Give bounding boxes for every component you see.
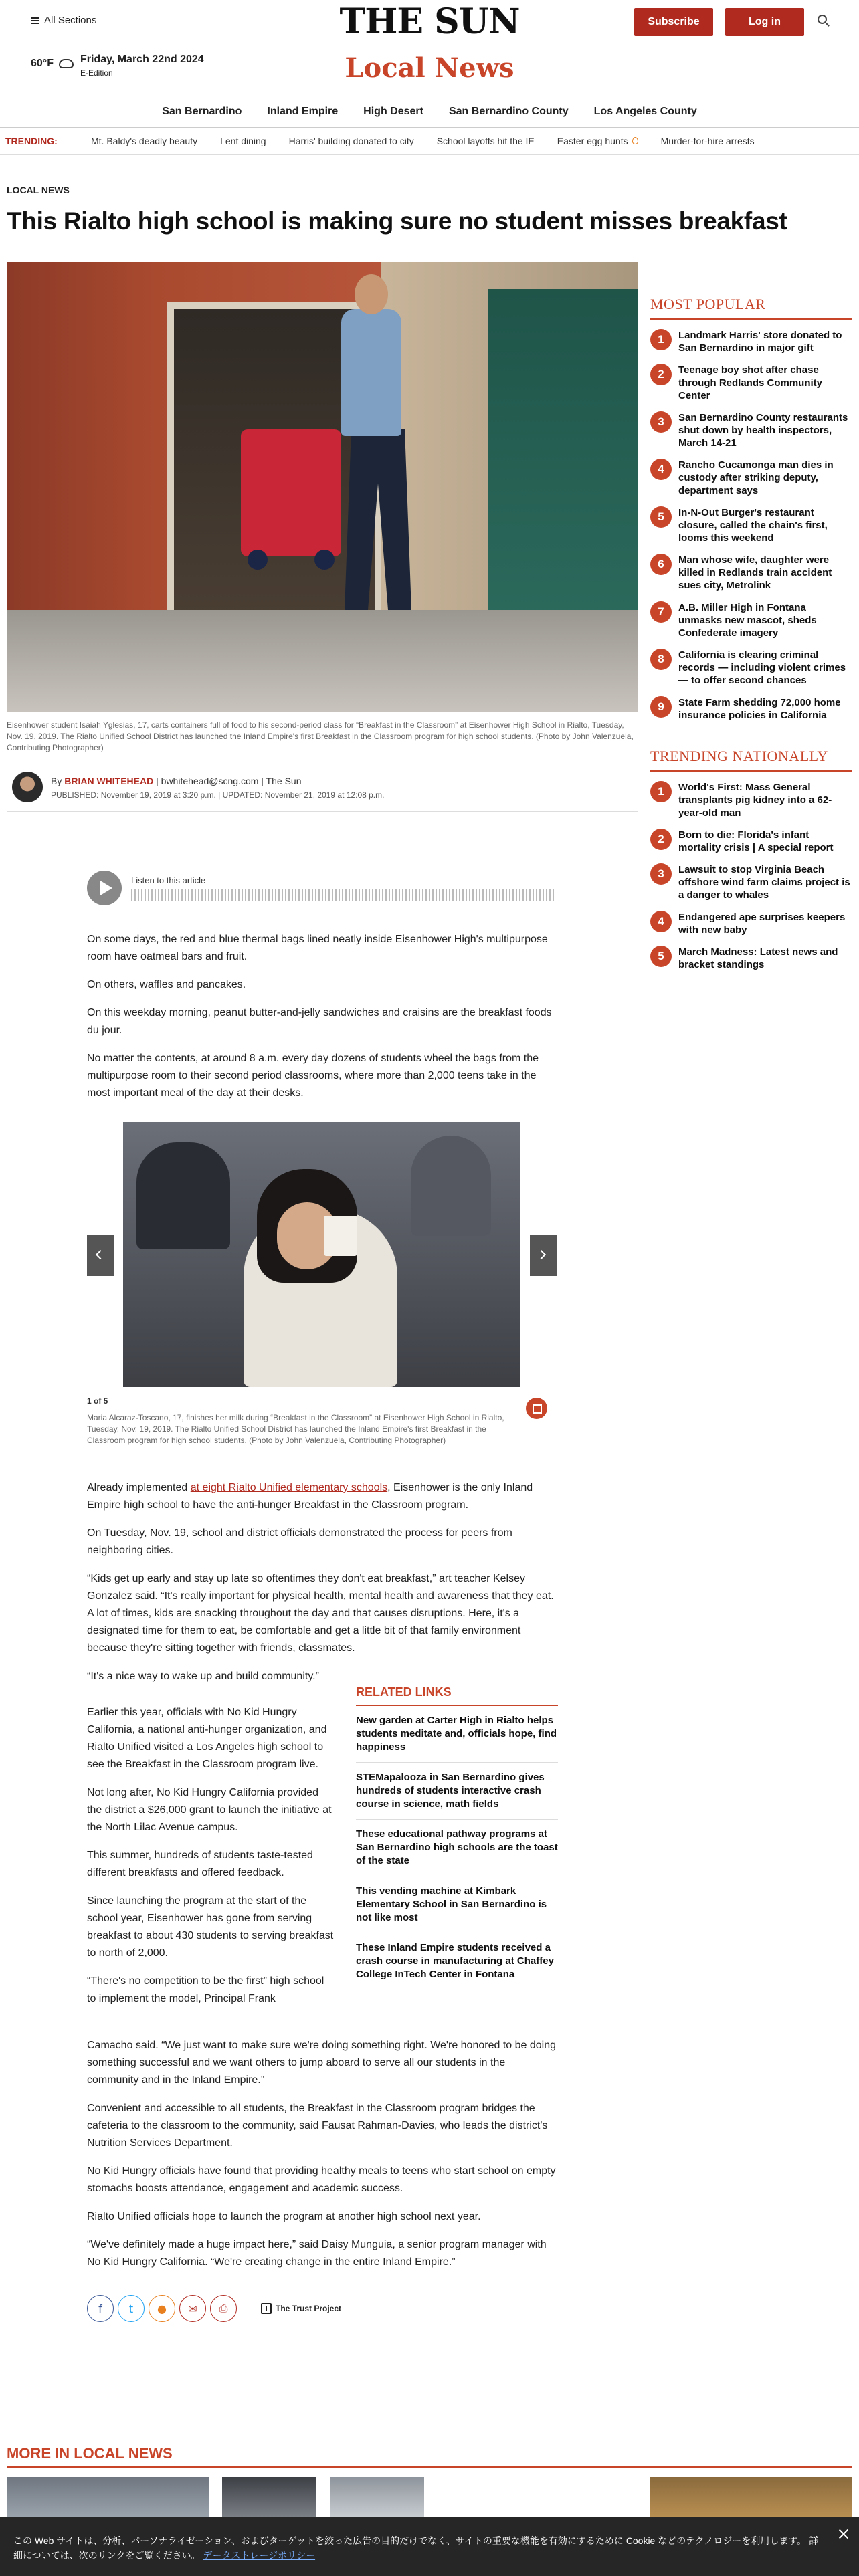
- trending-national-title: Endangered ape surprises keepers with new baby: [678, 911, 846, 936]
- e-edition-link[interactable]: E-Edition: [80, 68, 113, 78]
- article-paragraph: On some days, the red and blue thermal bags lined neatly inside Eisenhower High's multipurpose room have oatmeal bars and fruit.: [87, 934, 548, 962]
- popular-item-title: San Bernardino County restaurants shut down by health inspectors, March 14-21: [678, 412, 848, 449]
- byline-prefix: By: [51, 776, 62, 786]
- related-links: [356, 1685, 558, 1998]
- all-sections-label: All Sections: [44, 15, 97, 26]
- related-link[interactable]: These Inland Empire students received a crash course in manufacturing at Chaffey College InTech Center in Fontana: [356, 1942, 554, 1980]
- trending-national-item[interactable]: [650, 781, 852, 819]
- trending-link[interactable]: Mt. Baldy's deadly beauty: [91, 135, 198, 146]
- related-link[interactable]: New garden at Carter High in Rialto helps students meditate and, officials hope, find happiness: [356, 1714, 558, 1763]
- popular-item[interactable]: [650, 554, 852, 592]
- trending-items: [91, 136, 755, 146]
- popular-item[interactable]: [650, 601, 852, 639]
- more-story-thumbnail[interactable]: [7, 2477, 209, 2517]
- nav-san-bernardino-county[interactable]: San Bernardino County: [448, 106, 569, 117]
- article-paragraph: On this weekday morning, peanut butter-and-jelly sandwiches and craisins are the breakfast foods du jour.: [87, 1007, 552, 1036]
- hero-person-head: [355, 274, 388, 314]
- play-icon[interactable]: [87, 871, 122, 905]
- listen-label: Listen to this article: [131, 875, 206, 885]
- close-icon[interactable]: [838, 2528, 850, 2540]
- nav-high-desert[interactable]: High Desert: [363, 106, 423, 117]
- slide-caption: Maria Alcaraz-Toscano, 17, finishes her milk during “Breakfast in the Classroom” at Eisenhower High School in Rialto, Tuesday, Nov. 19, 2019. The Rialto Unified School District has launched the Inland Empire's first Breakfast in the Classroom program for high school students. (Photo by John Valenzuela, Contributing Photographer): [87, 1413, 504, 1445]
- popular-item-title: Teenage boy shot after chase through Redlands Community Center: [678, 364, 822, 401]
- article-body-mid: [87, 1479, 557, 1696]
- rank-badge: 2: [650, 364, 672, 385]
- trending-nationally: [650, 748, 852, 980]
- rank-badge: 4: [650, 911, 672, 932]
- data-storage-policy-link[interactable]: データストレージポリシー: [203, 2550, 316, 2561]
- audio-player: [87, 869, 555, 907]
- trending-national-item[interactable]: [650, 829, 852, 854]
- cookie-message: この Web サイトは、分析、パーソナライゼーション、およびターゲットを絞った広告の目的だけでなく、サイトの重要な機能を有効にするために Cookie などのテクノロジーを利用します。 詳細については、次のリンクをご覧ください。: [13, 2535, 819, 2561]
- trending-link[interactable]: Murder-for-hire arrests: [660, 135, 755, 146]
- expand-gallery-icon[interactable]: [526, 1398, 547, 1419]
- inline-article-link[interactable]: at eight Rialto Unified elementary schools: [190, 1482, 388, 1493]
- nav-inland-empire[interactable]: Inland Empire: [267, 106, 339, 117]
- trending-link[interactable]: Harris' building donated to city: [288, 135, 414, 146]
- fire-icon: [632, 137, 638, 144]
- slide-bg-person: [411, 1136, 491, 1236]
- rank-badge: 2: [650, 829, 672, 850]
- trending-national-title: World's First: Mass General transplants pig kidney into a 62-year-old man: [678, 782, 832, 819]
- trending-link-label: Easter egg hunts: [557, 135, 628, 146]
- article-paragraph: Earlier this year, officials with No Kid Hungry California, a national anti-hunger organization, and Rialto Unified visited a Los Angeles high school to see the Breakfast in the Classroom program live.: [87, 1707, 327, 1770]
- slide-cup: [324, 1216, 357, 1256]
- audio-waveform[interactable]: [131, 889, 555, 901]
- article-body-top: [87, 931, 557, 1113]
- popular-item[interactable]: [650, 506, 852, 544]
- trust-project-badge[interactable]: [261, 2303, 341, 2314]
- search-icon[interactable]: [818, 15, 827, 24]
- more-divider: [7, 2466, 852, 2468]
- popular-item[interactable]: [650, 411, 852, 449]
- current-date: Friday, March 22nd 2024: [80, 53, 204, 65]
- chevron-right-icon: [537, 1250, 546, 1259]
- most-popular-title: MOST POPULAR: [650, 296, 852, 320]
- popular-item-title: A.B. Miller High in Fontana unmasks new mascot, sheds Confederate imagery: [678, 602, 817, 639]
- print-button[interactable]: [210, 2295, 237, 2322]
- trending-national-title: Born to die: Florida's infant mortality crisis | A special report: [678, 829, 834, 853]
- trending-national-title: Lawsuit to stop Virginia Beach offshore wind farm claims project is a danger to whales: [678, 864, 850, 901]
- hero-person-torso: [341, 309, 401, 436]
- rank-badge: 5: [650, 506, 672, 528]
- article-paragraph: Not long after, No Kid Hungry California provided the district a $26,000 grant to launch the initiative at the North Lilac Avenue campus.: [87, 1787, 332, 1833]
- slide-next-button[interactable]: [530, 1235, 557, 1276]
- cookie-banner: [0, 2517, 859, 2576]
- byline-box: [7, 768, 638, 812]
- author-avatar[interactable]: [12, 772, 43, 802]
- trust-project-label: The Trust Project: [276, 2304, 342, 2313]
- hero-cart: [241, 429, 341, 556]
- trending-national-item[interactable]: [650, 863, 852, 901]
- temperature: 60°F: [31, 58, 54, 69]
- reddit-icon: ●: [157, 2302, 167, 2315]
- rank-badge: 6: [650, 554, 672, 575]
- reddit-share-button[interactable]: [149, 2295, 175, 2322]
- rank-badge: 9: [650, 696, 672, 718]
- byline: [51, 776, 301, 786]
- related-link[interactable]: STEMapalooza in San Bernardino gives hundreds of students interactive crash course in science, math fields: [356, 1771, 558, 1820]
- section-title[interactable]: Local News: [345, 52, 514, 84]
- facebook-share-button[interactable]: [87, 2295, 114, 2322]
- top-bar: [0, 0, 859, 44]
- trending-national-title: March Madness: Latest news and bracket standings: [678, 946, 838, 970]
- related-link[interactable]: These educational pathway programs at San Bernardino high schools are the toast of the state: [356, 1828, 558, 1876]
- popular-item[interactable]: [650, 329, 852, 354]
- more-story-thumbnail[interactable]: [330, 2477, 424, 2517]
- rank-badge: 5: [650, 946, 672, 967]
- trending-national-item[interactable]: [650, 946, 852, 971]
- article-paragraph-with-link: [87, 1479, 557, 1514]
- popular-item-title: Rancho Cucamonga man dies in custody after striking deputy, department says: [678, 459, 834, 496]
- hero-caption: Eisenhower student Isaiah Yglesias, 17, carts containers full of food to his second-period class for “Breakfast in the Classroom” at Eisenhower High School in Rialto, Tuesday, Nov. 19, 2019. The Rialto Unified School District has launched the Inland Empire's first Breakfast in the Classroom program for high school students. (Photo by John Valenzuela, Contributing Photographer): [7, 720, 634, 752]
- rank-badge: 3: [650, 863, 672, 885]
- related-links-title: RELATED LINKS: [356, 1685, 558, 1706]
- more-story-thumbnail[interactable]: [650, 2477, 852, 2517]
- twitter-share-button[interactable]: [118, 2295, 145, 2322]
- article-paragraph: No matter the contents, at around 8 a.m. every day dozens of students wheel the bags from the multipurpose room to their second period classrooms, where more than 2,000 teens take in the most important meal of the day at their desks.: [87, 1053, 539, 1099]
- subscribe-button[interactable]: Subscribe: [634, 8, 713, 36]
- rank-badge: 1: [650, 329, 672, 350]
- article-headline: This Rialto high school is making sure no student misses breakfast: [7, 207, 787, 235]
- slide-photo[interactable]: [123, 1122, 520, 1387]
- trust-project-icon: [261, 2303, 272, 2314]
- author-email: | bwhitehead@scng.com | The Sun: [156, 776, 302, 786]
- print-icon: ⎙: [219, 2302, 228, 2315]
- article-paragraph: Rialto Unified officials hope to launch the program at another high school next year.: [87, 2211, 481, 2222]
- popular-item[interactable]: [650, 459, 852, 497]
- facebook-icon: f: [98, 2302, 102, 2315]
- hero-floor: [7, 610, 638, 712]
- hero-green-panel: [488, 289, 638, 637]
- paragraph-text: Already implemented: [87, 1482, 191, 1493]
- trending-bar: [0, 127, 859, 155]
- article-kicker[interactable]: LOCAL NEWS: [7, 185, 70, 195]
- article-body-end: [87, 2037, 557, 2282]
- cookie-text: [13, 2533, 823, 2563]
- hero-photo[interactable]: [7, 262, 638, 712]
- audio-controls: [131, 875, 555, 901]
- site-logo[interactable]: THE SUN: [339, 1, 520, 42]
- article-paragraph: Convenient and accessible to all students, the Breakfast in the Classroom program bridges the cafeteria to the classroom to the community, said Fausat Rahman-Davies, who leads the district's Nutrition Services Department.: [87, 2103, 548, 2149]
- article-paragraph: “We've definitely made a huge impact here,” said Daisy Munguia, a senior program manager with No Kid Hungry California. “We're creating change in the entire Inland Empire.”: [87, 2239, 547, 2268]
- rank-badge: 4: [650, 459, 672, 480]
- rank-badge: 1: [650, 781, 672, 802]
- chevron-left-icon: [96, 1250, 105, 1259]
- trending-label: TRENDING:: [5, 135, 58, 146]
- email-icon: ✉: [188, 2302, 197, 2315]
- popular-item-title: State Farm shedding 72,000 home insurance policies in California: [678, 697, 841, 721]
- email-share-button[interactable]: [179, 2295, 206, 2322]
- hero-cart-wheel: [314, 550, 335, 570]
- article-paragraph: “There's no competition to be the first” high school to implement the model, Principal Frank: [87, 1975, 324, 2004]
- publish-date: PUBLISHED: November 19, 2019 at 3:20 p.m. | UPDATED: November 21, 2019 at 12:08 p.m.: [51, 790, 385, 800]
- share-bar: [87, 2295, 341, 2322]
- slide-prev-button[interactable]: [87, 1235, 114, 1276]
- trending-link[interactable]: School layoffs hit the IE: [436, 135, 535, 146]
- most-popular: [650, 296, 852, 731]
- popular-item-title: In-N-Out Burger's restaurant closure, called the chain's first, looms this weekend: [678, 507, 828, 544]
- article-body-narrow: [87, 1704, 335, 2008]
- paragraph-text: , Eisenhower is the only Inland Empire high school to have the anti-hunger Breakfast in the Classroom program.: [87, 1482, 533, 1511]
- slide-bg-person: [136, 1142, 230, 1249]
- popular-item[interactable]: [650, 649, 852, 687]
- article-paragraph: On Tuesday, Nov. 19, school and district officials demonstrated the process for peers from neighboring cities.: [87, 1527, 512, 1556]
- article-paragraph: On others, waffles and pancakes.: [87, 979, 246, 990]
- article-paragraph: “Kids get up early and stay up late so oftentimes they don't eat breakfast,” art teacher Kelsey Gonzalez said. “It's really important for physical health, mental health and awareness that they eat. A lot of times, kids are snacking throughout the day and that causes disruptions. Here, it's a designated time for them to eat, be comfortable and get a little bit of that family environment because they're sitting together with friends, classmates.: [87, 1573, 554, 1654]
- more-section-title[interactable]: MORE IN LOCAL NEWS: [7, 2445, 173, 2462]
- hero-cart-wheel: [248, 550, 268, 570]
- nav-los-angeles-county[interactable]: Los Angeles County: [593, 106, 697, 117]
- trending-national-item[interactable]: [650, 911, 852, 936]
- article-paragraph: Since launching the program at the start of the school year, Eisenhower has gone from serving breakfast to about 430 students to serving breakfast to north of 2,000.: [87, 1895, 334, 1959]
- login-button[interactable]: Log in: [725, 8, 804, 36]
- popular-item-title: Man whose wife, daughter were killed in Redlands train accident sues city, Metrolink: [678, 554, 832, 591]
- popular-item-title: California is clearing criminal records — including violent crimes — to offer second chances: [678, 649, 846, 686]
- rank-badge: 3: [650, 411, 672, 433]
- trending-nationally-title: TRENDING NATIONALLY: [650, 748, 852, 772]
- rank-badge: 7: [650, 601, 672, 623]
- popular-item[interactable]: [650, 696, 852, 722]
- trending-link-easter[interactable]: [557, 136, 638, 146]
- more-story-thumbnail[interactable]: [222, 2477, 316, 2517]
- trending-link[interactable]: Lent dining: [220, 135, 266, 146]
- author-link[interactable]: BRIAN WHITEHEAD: [64, 776, 154, 786]
- article-paragraph: “It's a nice way to wake up and build community.”: [87, 1671, 319, 1682]
- related-link[interactable]: This vending machine at Kimbark Elementary School in San Bernardino is not like most: [356, 1885, 558, 1933]
- twitter-icon: t: [128, 2302, 134, 2315]
- article-paragraph: This summer, hundreds of students taste-tested different breakfasts and offered feedback.: [87, 1850, 313, 1879]
- article-paragraph: Camacho said. “We just want to make sure we're doing something right. We're honored to be doing something successful and we want others to jump aboard to serve all our students in the community and in the Inland Empire.”: [87, 2040, 556, 2086]
- popular-item[interactable]: [650, 364, 852, 402]
- article-paragraph: No Kid Hungry officials have found that providing healthy meals to teens who start school on empty stomachs boosts attendance, engagement and academic success.: [87, 2165, 556, 2194]
- rank-badge: 8: [650, 649, 672, 670]
- main-nav: [0, 106, 859, 118]
- slide-counter: 1 of 5: [87, 1396, 108, 1406]
- popular-item-title: Landmark Harris' store donated to San Bernardino in major gift: [678, 330, 842, 354]
- nav-san-bernardino[interactable]: San Bernardino: [162, 106, 242, 117]
